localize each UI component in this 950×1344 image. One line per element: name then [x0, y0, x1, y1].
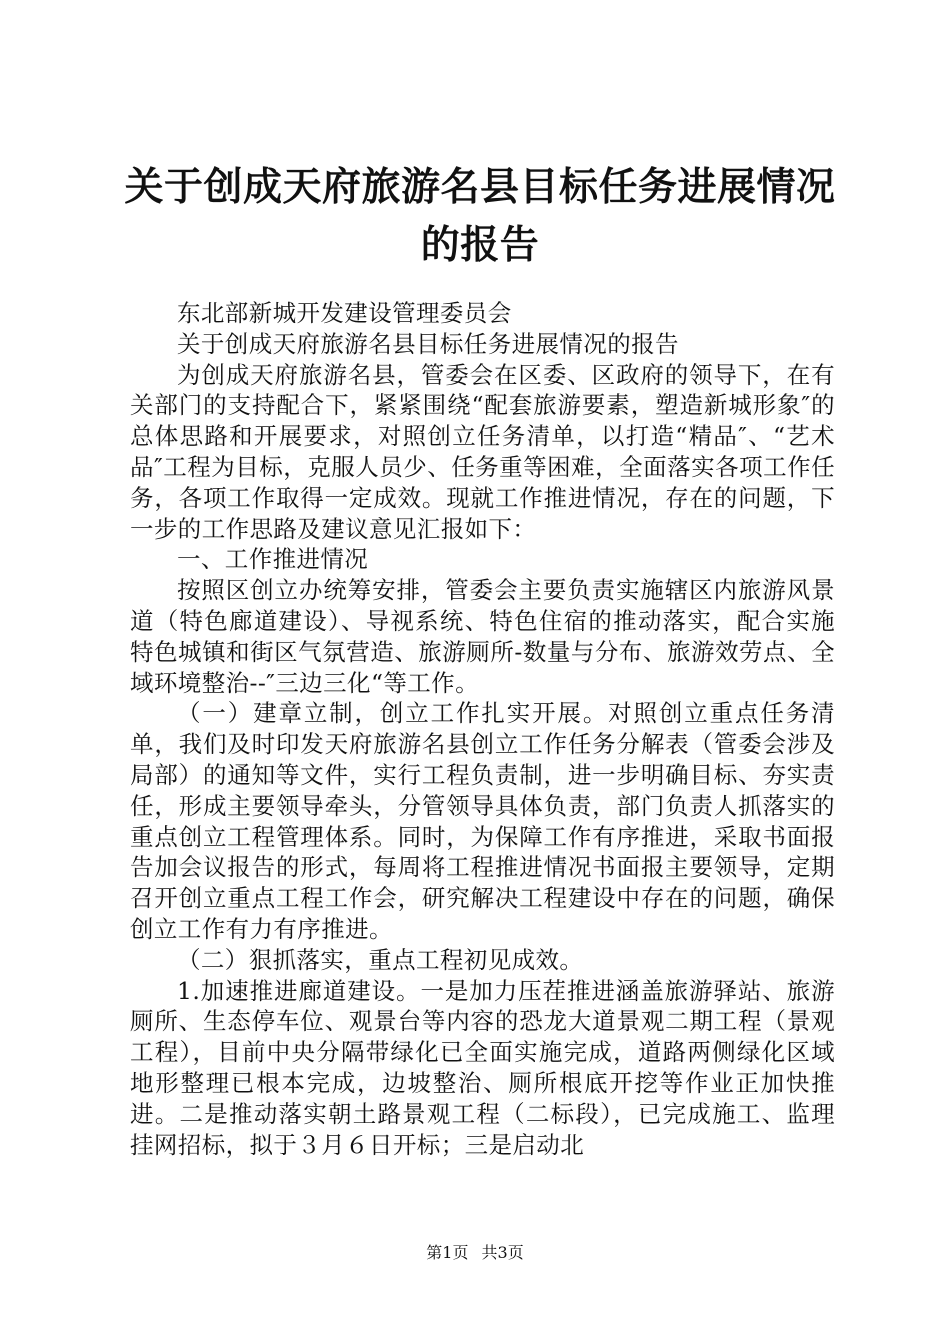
document-title: 关于创成天府旅游名县目标任务进展情况的报告	[124, 164, 836, 268]
paragraph-intro: 为创成天府旅游名县，管委会在区委、区政府的领导下，在有关部门的支持配合下，紧紧围绕“配套旅游要素，塑造新城形象″的总体思路和开展要求，对照创立任务清单，以打造“精品″、“艺术品″工程为目标，克服人员少、任务重等困难，全面落实各项工作任务，各项工作取得一定成效。现就工作推进情况，存在的问题，下一步的工作思路及建议意见汇报如下：	[130, 360, 835, 543]
document-body	[130, 298, 835, 1160]
paragraph-section-1: 按照区创立办统筹安排，管委会主要负责实施辖区内旅游风景道（特色廊道建设）、导视系统、特色住宿的推动落实，配合实施特色城镇和街区气氛营造、旅游厕所-数量与分布、旅游效劳点、全域环境整治--″三边三化“等工作。	[130, 576, 835, 697]
page-number: 第1页	[426, 1243, 469, 1262]
page-footer	[0, 1243, 950, 1263]
issuer-line: 东北部新城开发建设管理委员会	[177, 299, 512, 327]
subsection-heading-2: （二）狠抓落实，重点工程初见成效。	[177, 945, 584, 974]
paragraph-corridor: 1.加速推进廊道建设。一是加力压茬推进涵盖旅游驿站、旅游厕所、生态停车位、观景台等内容的恐龙大道景观二期工程（景观工程），目前中央分隔带绿化已全面实施完成，道路两侧绿化区域地形整理已根本完成，边坡整治、厕所根底开挖等作业正加快推进。二是推动落实朝土路景观工程（二标段），已完成施工、监理挂网招标，拟于３月６日开标；三是启动北	[130, 976, 835, 1159]
subtitle-line: 关于创成天府旅游名县目标任务进展情况的报告	[177, 329, 679, 358]
paragraph-subsection-1: （一）建章立制，创立工作扎实开展。对照创立重点任务清单，我们及时印发天府旅游名县创立工作任务分解表（管委会涉及局部）的通知等文件，实行工程负责制，进一步明确目标、夯实责任，形成主要领导牵头，分管领导具体负责，部门负责人抓落实的重点创立工程管理体系。同时，为保障工作有序推进，采取书面报告加会议报告的形式，每周将工程推进情况书面报主要领导，定期召开创立重点工程工作会，研究解决工程建设中存在的问题，确保创立工作有力有序推进。	[130, 699, 835, 943]
section-heading-1: 一、工作推进情况	[177, 545, 369, 574]
page-total: 共3页	[481, 1243, 524, 1262]
